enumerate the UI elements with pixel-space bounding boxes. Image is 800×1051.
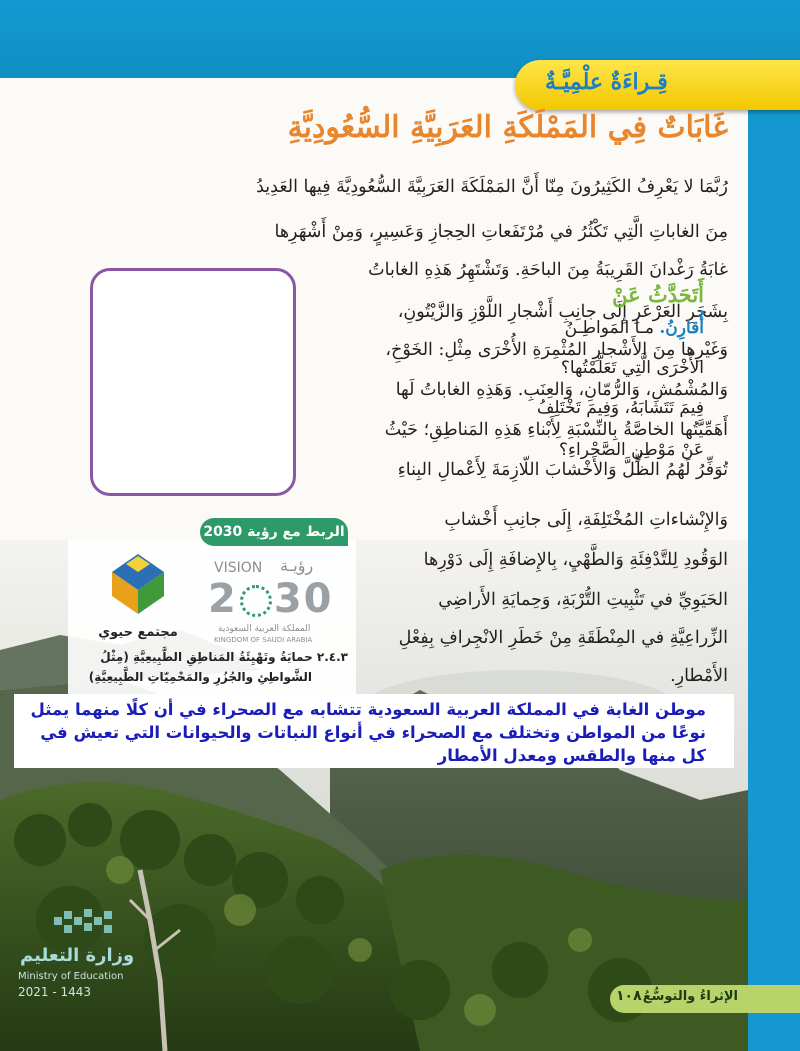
vision-emblem-icon bbox=[240, 585, 272, 617]
discussion-line bbox=[565, 318, 704, 338]
compare-keyword: أُقارِنُ. bbox=[659, 318, 704, 338]
vision-objective-line: الشَّواطِئِ والجُزُرِ والمَحْمِيّاتِ الطَّبِيعِيَّةِ) bbox=[88, 670, 312, 684]
article-line: تُوَفِّرُ لَهُمُ الظِّلَّ وَالأَخْشابَ اللّازِمَةَ لِأَعْمالِ البِناءِ bbox=[397, 460, 728, 480]
vision-year-right: 30 bbox=[273, 576, 334, 622]
vision-word-ar: رؤيـة bbox=[280, 556, 314, 575]
answer-line: كل منها والطقس ومعدل الأمطار bbox=[437, 746, 706, 765]
discussion-line: فِيمَ تَتَشابَهُ، وَفِيمَ تَخْتَلِفُ bbox=[536, 398, 704, 418]
article-line: أَهَمِّيَّتُها الخاصَّةُ بِالنِّسْبَةِ لِأَبْناءِ هَذِهِ المَناطِقِ؛ حَيْثُ bbox=[384, 420, 728, 440]
article-line: مِنَ الغاباتِ الَّتِي تَكْثُرُ في مُرْتَفَعاتِ الحِجازِ وَعَسِيرٍ، وَمِنْ أَشْهَرِها bbox=[274, 222, 728, 242]
ministry-name-ar: وزارة التعليم bbox=[20, 945, 135, 966]
article-line: بِشَجَرِ العَرْعَرِ إِلَى جانِبِ أَشْجارِ اللَّوْزِ وَالزَّيْتُونِ، bbox=[397, 302, 728, 322]
article-line: غابَةُ رَغْدانَ القَرِيبَةُ مِنَ الباحَةِ. وَتَشْتَهِرُ هَذِهِ الغاباتُ bbox=[368, 260, 728, 280]
discussion-line: عَنْ مَوْطِنِ الصَّحْراءِ؟ bbox=[559, 440, 704, 460]
vibrant-society-logo bbox=[108, 550, 168, 618]
kingdom-english: KINGDOM OF SAUDI ARABIA bbox=[214, 636, 313, 644]
answer-line: موطن الغابة في المملكة العربية السعودية تتشابه مع الصحراء في أن كلًا منهما يمثل bbox=[30, 700, 706, 719]
section-label-tab bbox=[515, 60, 800, 110]
discussion-box bbox=[90, 268, 296, 496]
article-line: رُبَّمَا لا يَعْرِفُ الكَثِيرُونَ مِنّا أَنَّ المَمْلَكَةَ العَرَبِيَّةَ السُّعُودِيَّةَ فِيها العَدِيدُ bbox=[256, 177, 728, 197]
discussion-line: الأُخْرَى الَّتِي تَعَلَّمْتُها؟ bbox=[560, 358, 704, 378]
article-line: الحَيَوِيِّ في تَثْبِيتِ التُّرْبَةِ، وَحِمايَةِ الأَراضِي bbox=[438, 590, 728, 610]
vision-word: VISION bbox=[214, 560, 263, 576]
vision-2030-box bbox=[68, 540, 356, 695]
article-line: الوَقُودِ لِلتَّدْفِئَةِ وَالطَّهْيِ، بِالإِضافَةِ إِلَى دَوْرِها bbox=[423, 550, 728, 570]
vision-year bbox=[208, 576, 334, 622]
discussion-heading: أَتَحَدَّثُ عَنْ bbox=[612, 282, 704, 307]
kingdom-arabic: المملكة العربية السعودية bbox=[218, 624, 311, 634]
answer-overlay bbox=[14, 694, 734, 768]
right-color-band bbox=[748, 78, 800, 1051]
ministry-watermark bbox=[14, 905, 134, 1015]
section-label: قِـراءَةٌ علْمِيَّـةٌ bbox=[545, 69, 668, 95]
ministry-name-en: Ministry of Education bbox=[18, 971, 124, 982]
ministry-logo-icon bbox=[54, 905, 124, 941]
answer-line: نوعًا من المواطن وتختلف مع الصحراء في أنواع النباتات والحيوانات التي تعيش في bbox=[40, 723, 706, 742]
page-title: غَابَاتٌ فِي المَمْلَكَةِ العَرَبِيَّةِ السُّعُودِيَّةِ bbox=[287, 110, 728, 145]
ministry-year: 2021 - 1443 bbox=[18, 985, 92, 999]
article-line: الزِّراعِيَّةِ في المِنْطَقَةِ مِنْ خَطَرِ الانْجِرافِ بِفِعْلِ bbox=[398, 628, 728, 648]
article-line: الأَمْطارِ. bbox=[670, 666, 728, 686]
pillar-label: مجتمع حيوي bbox=[98, 625, 178, 640]
footer-section: الإثراءُ والتوسُّعُ bbox=[642, 989, 738, 1004]
footer-page-pill bbox=[610, 985, 800, 1013]
article-line: وَغَيْرِها مِنَ الأَشْجارِ المُثْمِرَةِ الأُخْرَى مِثْلِ: الخَوْخِ، bbox=[385, 340, 728, 360]
article-line: وَالمُشْمُشِ، وَالرُّمّانِ، وَالعِنَبِ. وَهَذِهِ الغاباتُ لَها bbox=[395, 380, 728, 400]
page-number: ١٠٨ bbox=[616, 988, 642, 1004]
vision-objective-line: ٢.٤.٣ حمايَةُ وتَهْيِئَةُ المَناطِقِ الطَّبِيعِيَّةِ (مِثْلُ bbox=[100, 650, 348, 664]
vision-2030-tab: الربط مع رؤية 2030 bbox=[200, 518, 348, 546]
vision-year-left: 2 bbox=[208, 576, 238, 622]
article-line: وَالإِنْشاءاتِ المُخْتَلِفَةِ، إِلَى جانِبِ أَخْشابِ bbox=[444, 510, 728, 530]
discussion-text: مـا المَواطِـنُ bbox=[564, 318, 654, 338]
